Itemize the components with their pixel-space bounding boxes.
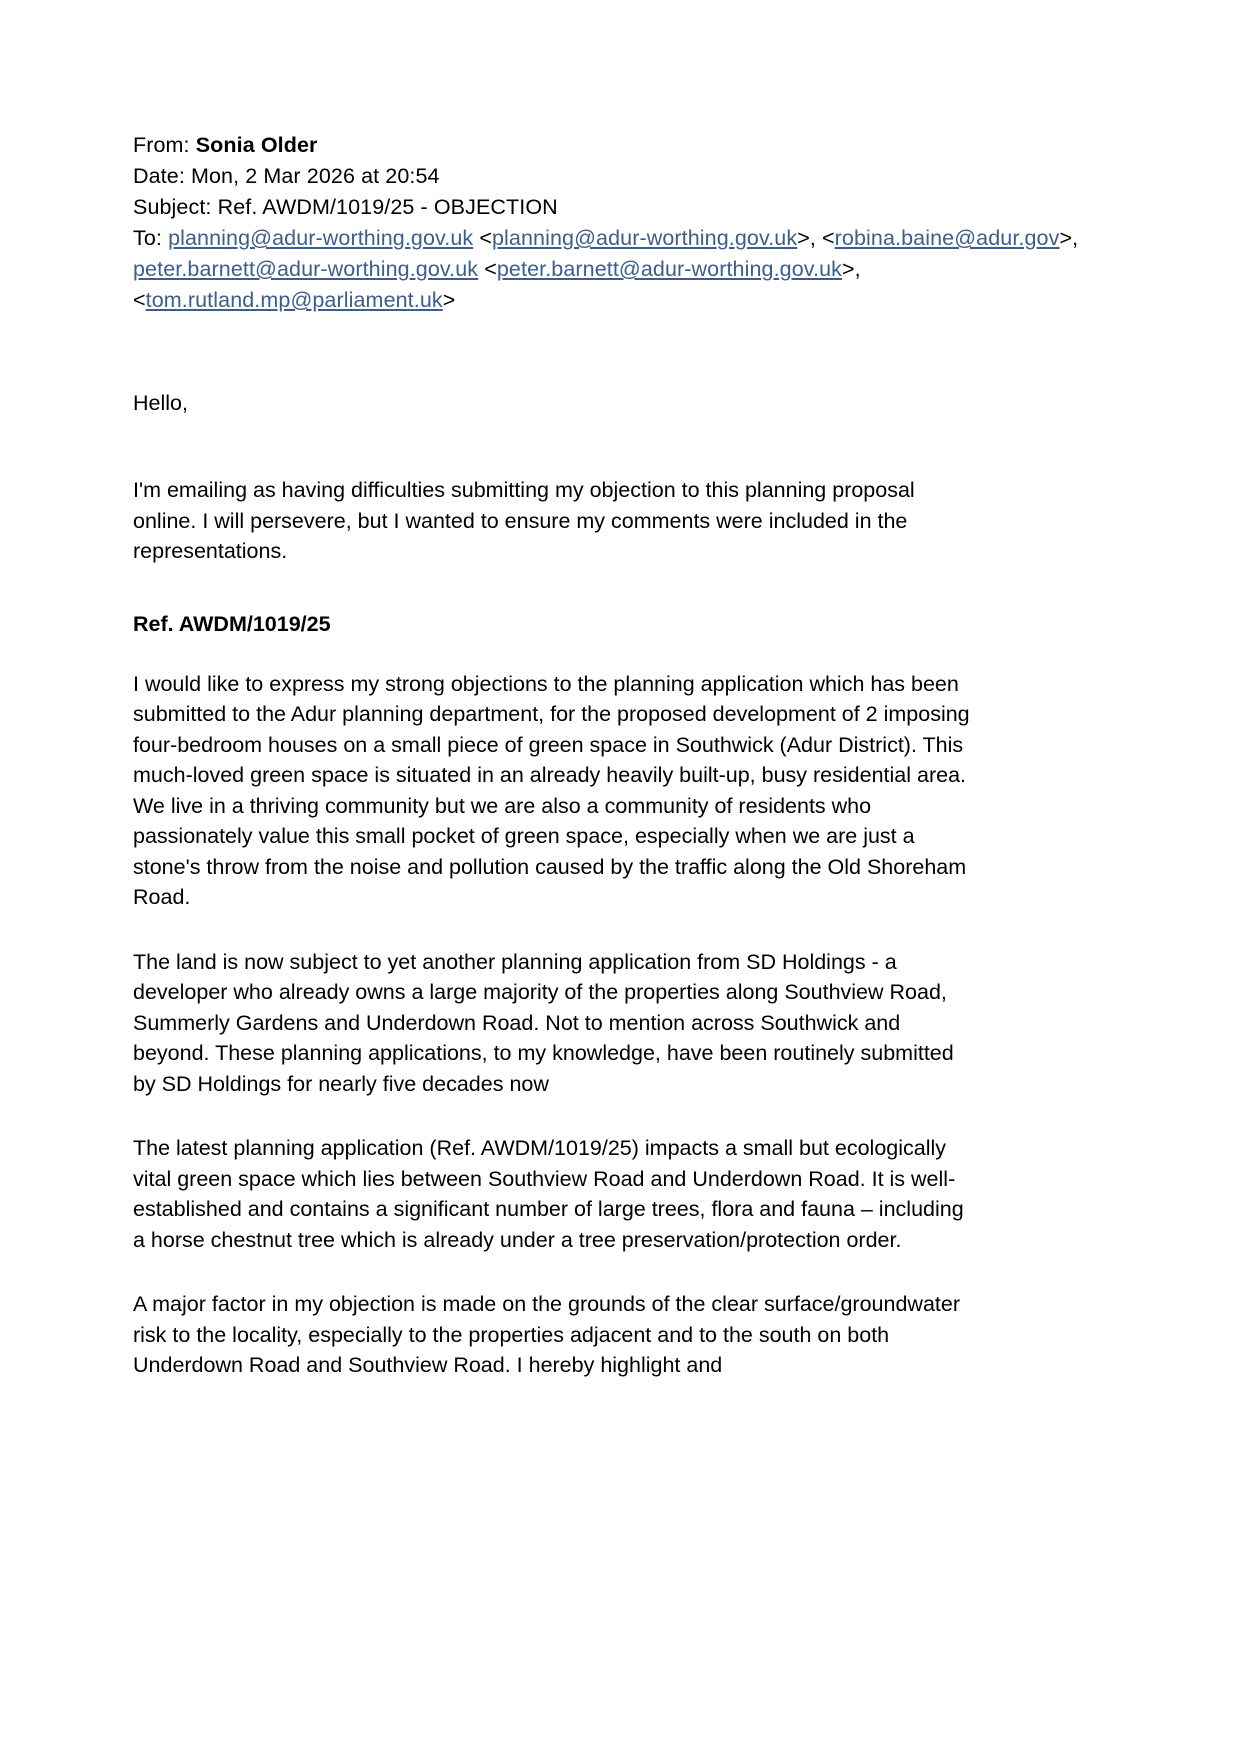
- reference-heading: Ref. AWDM/1019/25: [133, 611, 331, 636]
- subject-value: Ref. AWDM/1019/25 - OBJECTION: [217, 195, 558, 219]
- recipient-link-2[interactable]: planning@adur-worthing.gov.uk: [492, 226, 798, 250]
- sender-name: Sonia Older: [195, 133, 318, 157]
- from-line: [133, 130, 1101, 161]
- recipient-link-1[interactable]: planning@adur-worthing.gov.uk: [168, 226, 474, 250]
- email-header: [133, 130, 1101, 316]
- body-paragraph-3: The latest planning application (Ref. AWDM/1019/25) impacts a small but ecologically vital green space which lies between Southview Road and Underdown Road. It is well-established and contains a significant number of large trees, flora and fauna – including a horse chestnut tree which is already under a tree preservation/protection order.: [133, 1136, 964, 1252]
- recipient-link-6[interactable]: tom.rutland.mp@parliament.uk: [145, 288, 443, 312]
- header-body-spacer: [133, 316, 1101, 388]
- from-label: From:: [133, 133, 190, 157]
- date-value: Mon, 2 Mar 2026 at 20:54: [190, 164, 440, 188]
- to-line: To: planning@adur-worthing.gov.uk <planning@adur-worthing.gov.uk>, <robina.baine@adur.gov>, peter.barnett@adur-worthing.gov.uk <peter.barnett@adur-worthing.gov.uk>, <tom.rutland.mp@parliament.uk>: [133, 226, 1079, 312]
- subject-line: [133, 192, 1101, 223]
- body-paragraph-2: The land is now subject to yet another planning application from SD Holdings - a developer who already owns a large majority of the properties along Southview Road, Summerly Gardens and Underdown Road. Not to mention across Southwick and beyond. These planning applications, to my knowledge, have been routinely submitted by SD Holdings for nearly five decades now: [133, 949, 954, 1096]
- recipient-link-4[interactable]: peter.barnett@adur-worthing.gov.uk: [133, 257, 479, 281]
- greeting-spacer: [133, 419, 1101, 475]
- body-paragraph-1: I would like to express my strong objections to the planning application which has been submitted to the Adur planning department, for the proposed development of 2 imposing four-bedroom houses on a small piece of green space in Southwick (Adur District). This much-loved green space is situated in an already heavily built-up, busy residential area. We live in a thriving community but we are also a community of residents who passionately value this small pocket of green space, especially when we are just a stone's throw from the noise and pollution caused by the traffic along the Old Shoreham Road.: [133, 671, 970, 909]
- recipient-link-3[interactable]: robina.baine@adur.gov: [834, 226, 1060, 250]
- greeting-line: Hello,: [133, 391, 188, 415]
- intro-paragraph: I'm emailing as having difficulties submitting my objection to this planning proposal online. I will persevere, but I wanted to ensure my comments were included in the representations.: [133, 478, 915, 563]
- body-paragraph-4: A major factor in my objection is made on the grounds of the clear surface/groundwater risk to the locality, especially to the properties adjacent and to the south on both Underdown Road and Southview Road. I hereby highlight and: [133, 1292, 960, 1377]
- to-label: To:: [133, 226, 162, 250]
- recipient-link-5[interactable]: peter.barnett@adur-worthing.gov.uk: [496, 257, 843, 281]
- date-label: Date:: [133, 164, 185, 188]
- date-line: [133, 161, 1101, 192]
- subject-label: Subject:: [133, 195, 212, 219]
